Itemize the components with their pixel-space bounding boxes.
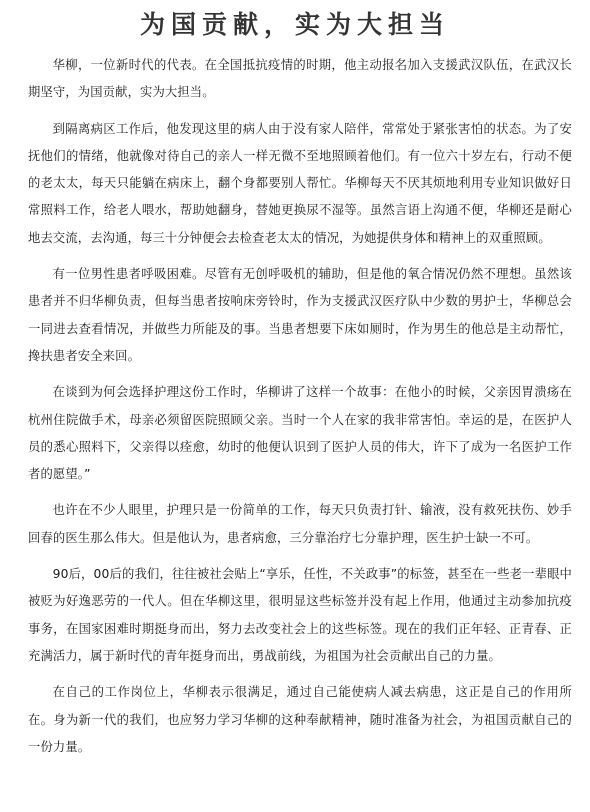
paragraph-7: 在自己的工作岗位上，华柳表示很满足，通过自己能使病人减去病患，这正是自己的作用所在。身为新一代的我们，也应努力学习华柳的这种奉献精神，随时准备为社会，为祖国贡献自己的一份力量。 [28,685,572,754]
paragraph-3: 有一位男性患者呼吸困难。尽管有无创呼吸机的辅助，但是他的氧合情况仍然不理想。虽然该患者并不归华柳负责，但每当患者按响床旁铃时，作为支援武汉医疗队中少数的男护士，华柳总会一同进去查看情况，并做些力所能及的事。当患者想要下床如厕时，作为男生的他总是主动帮忙，搀扶患者安全来回。 [28,267,572,363]
paragraph-6: 90后，00后的我们，往往被社会贴上“享乐，任性，不关政事”的标签，甚至在一些老一辈眼中被贬为好逸恶劳的一代人。但在华柳这里，很明显这些标签并没有起上作用，他通过主动参加抗疫事务，在国家困难时期挺身而出，努力去改变社会上的这些标签。现在的我们正年轻、正青春、正充满活力，属于新时代的青年挺身而出，勇战前线，为祖国为社会贡献出自己的力量。 [28,567,572,663]
paragraph-4: 在谈到为何会选择护理这份工作时，华柳讲了这样一个故事：在他小的时候，父亲因胃溃疡在杭州住院做手术，母亲必须留医院照顾父亲。当时一个人在家的我非常害怕。幸运的是，在医护人员的悉心照料下，父亲得以痊愈，幼时的他便认识到了医护人员的伟大，许下了成为一名医护工作者的愿望。” [28,385,572,482]
paragraph-5: 也许在不少人眼里，护理只是一份简单的工作，每天只负责打针、输液，没有救死扶伤、妙手回春的医生那么伟大。但是他认为，患者病愈，三分靠治疗七分靠护理，医生护士缺一不可。 [28,503,572,545]
paragraph-1: 华柳，一位新时代的代表。在全国抵抗疫情的时期，他主动报名加入支援武汉队伍，在武汉长期坚守，为国贡献，实为大担当。 [28,58,572,100]
paragraph-2: 到隔离病区工作后，他发现这里的病人由于没有家人陪伴，常常处于紧张害怕的状态。为了安抚他们的情绪，他就像对待自己的亲人一样无微不至地照顾着他们。有一位六十岁左右，行动不便的老太太，每天只能躺在病床上，翻个身都要别人帮忙。华柳每天不厌其烦地利用专业知识做好日常照料工作，给老人喂水，帮助她翻身，替她更换尿不湿等。虽然言语上沟通不便，华柳还是耐心地去交流，去沟通，每三十分钟便会去检查老太太的情况，为她提供身体和精神上的双重照顾。 [28,121,572,245]
document-title: 为国贡献，实为大担当 [139,10,450,39]
document-body [28,52,572,770]
